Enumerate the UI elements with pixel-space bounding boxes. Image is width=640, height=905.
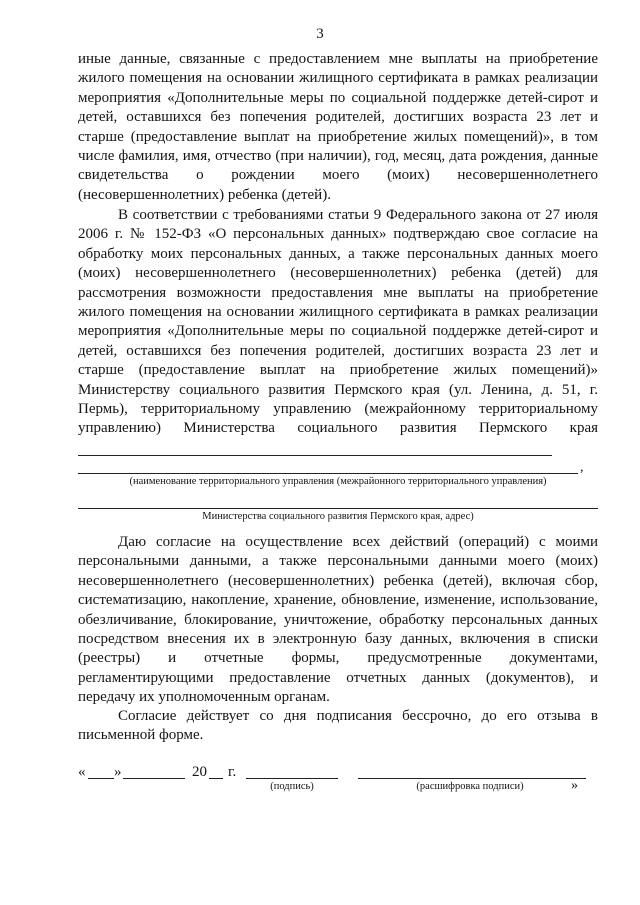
caption-territorial-office: (наименование территориального управления (межрайонного территориального управления)	[129, 476, 547, 487]
consent-paragraph-validity: Согласие действует со дня подписания бессрочно, до его отзыва в письменной форме.	[78, 708, 598, 744]
ministry-address-line	[78, 508, 598, 509]
line-end-comma: ,	[580, 460, 584, 475]
caption-ministry-address: Министерства социального развития Пермского края, адрес)	[202, 511, 474, 522]
date-year-suffix: г.	[228, 764, 237, 780]
consent-paragraph-continuation: иные данные, связанные с предоставлением мне выплаты на приобретение жилого помещения на основании жилищного сертификата в рамках реализации мероприятия «Дополнительные меры по социальной поддержке детей-сирот и детей, оставшихся без попечения родителей, достигших возраста 23 лет и старше (предоставление выплат на приобретение жилых помещений)», в том числе фамилия, имя, отчество (при наличии), год, месяц, дата рождения, данные свидетельства о рождении моего (моих) несовершеннолетнего (несовершеннолетних) ребенка (детей).	[78, 51, 598, 203]
page-number: 3	[316, 26, 324, 42]
date-day-field[interactable]	[88, 764, 114, 779]
trailing-close-quote: »	[571, 778, 578, 793]
caption-signature-decoding: (расшифровка подписи)	[416, 781, 524, 792]
date-open-quote: «	[78, 764, 86, 780]
date-close-quote: »	[114, 764, 122, 780]
consent-paragraph-law-152: В соответствии с требованиями статьи 9 Федерального закона от 27 июля 2006 г. № 152-ФЗ «О персональных данных» подтверждаю свое согласие на обработку моих персональных данных, а также персональных данных моего (моих) несовершеннолетнего (несовершеннолетних) ребенка (детей) для рассмотрения возможности предоставления мне выплаты на приобретение жилого помещения на основании жилищного сертификата в рамках реализации мероприятия «Дополнительные меры по социальной поддержке детей-сирот и детей, оставшихся без попечения родителей, достигших возраста 23 лет и старше (предоставление выплат на приобретение жилых помещений)» Министерству социального развития Пермского края (ул. Ленина, д. 51, г. Пермь), территориальному управлению (межрайонному территориальному управлению) Министерства социального развития Пермского края	[78, 207, 598, 437]
date-year-prefix: 20	[192, 764, 207, 780]
date-month-field[interactable]	[123, 764, 185, 779]
signature-decoding-field[interactable]	[358, 764, 586, 779]
caption-signature: (подпись)	[270, 781, 314, 792]
date-year-field[interactable]	[209, 764, 223, 779]
signature-field[interactable]	[246, 764, 338, 779]
territorial-office-line-2	[78, 473, 578, 474]
territorial-office-line-1	[78, 455, 552, 456]
consent-paragraph-actions: Даю согласие на осуществление всех действий (операций) с моими персональными данными, а также персональными данными моего (моих) несовершеннолетнего (несовершеннолетних) ребенка (детей), включая сбор, систематизацию, накопление, хранение, обновление, изменение, использование, обезличивание, блокирование, уничтожение, обработку персональных данных посредством внесения их в электронную базу данных, включения в списки (реестры) и отчетные формы, предусмотренные документами, регламентирующими предоставление отчетных данных (документов), и передачу их уполномоченным органам.	[78, 534, 598, 706]
